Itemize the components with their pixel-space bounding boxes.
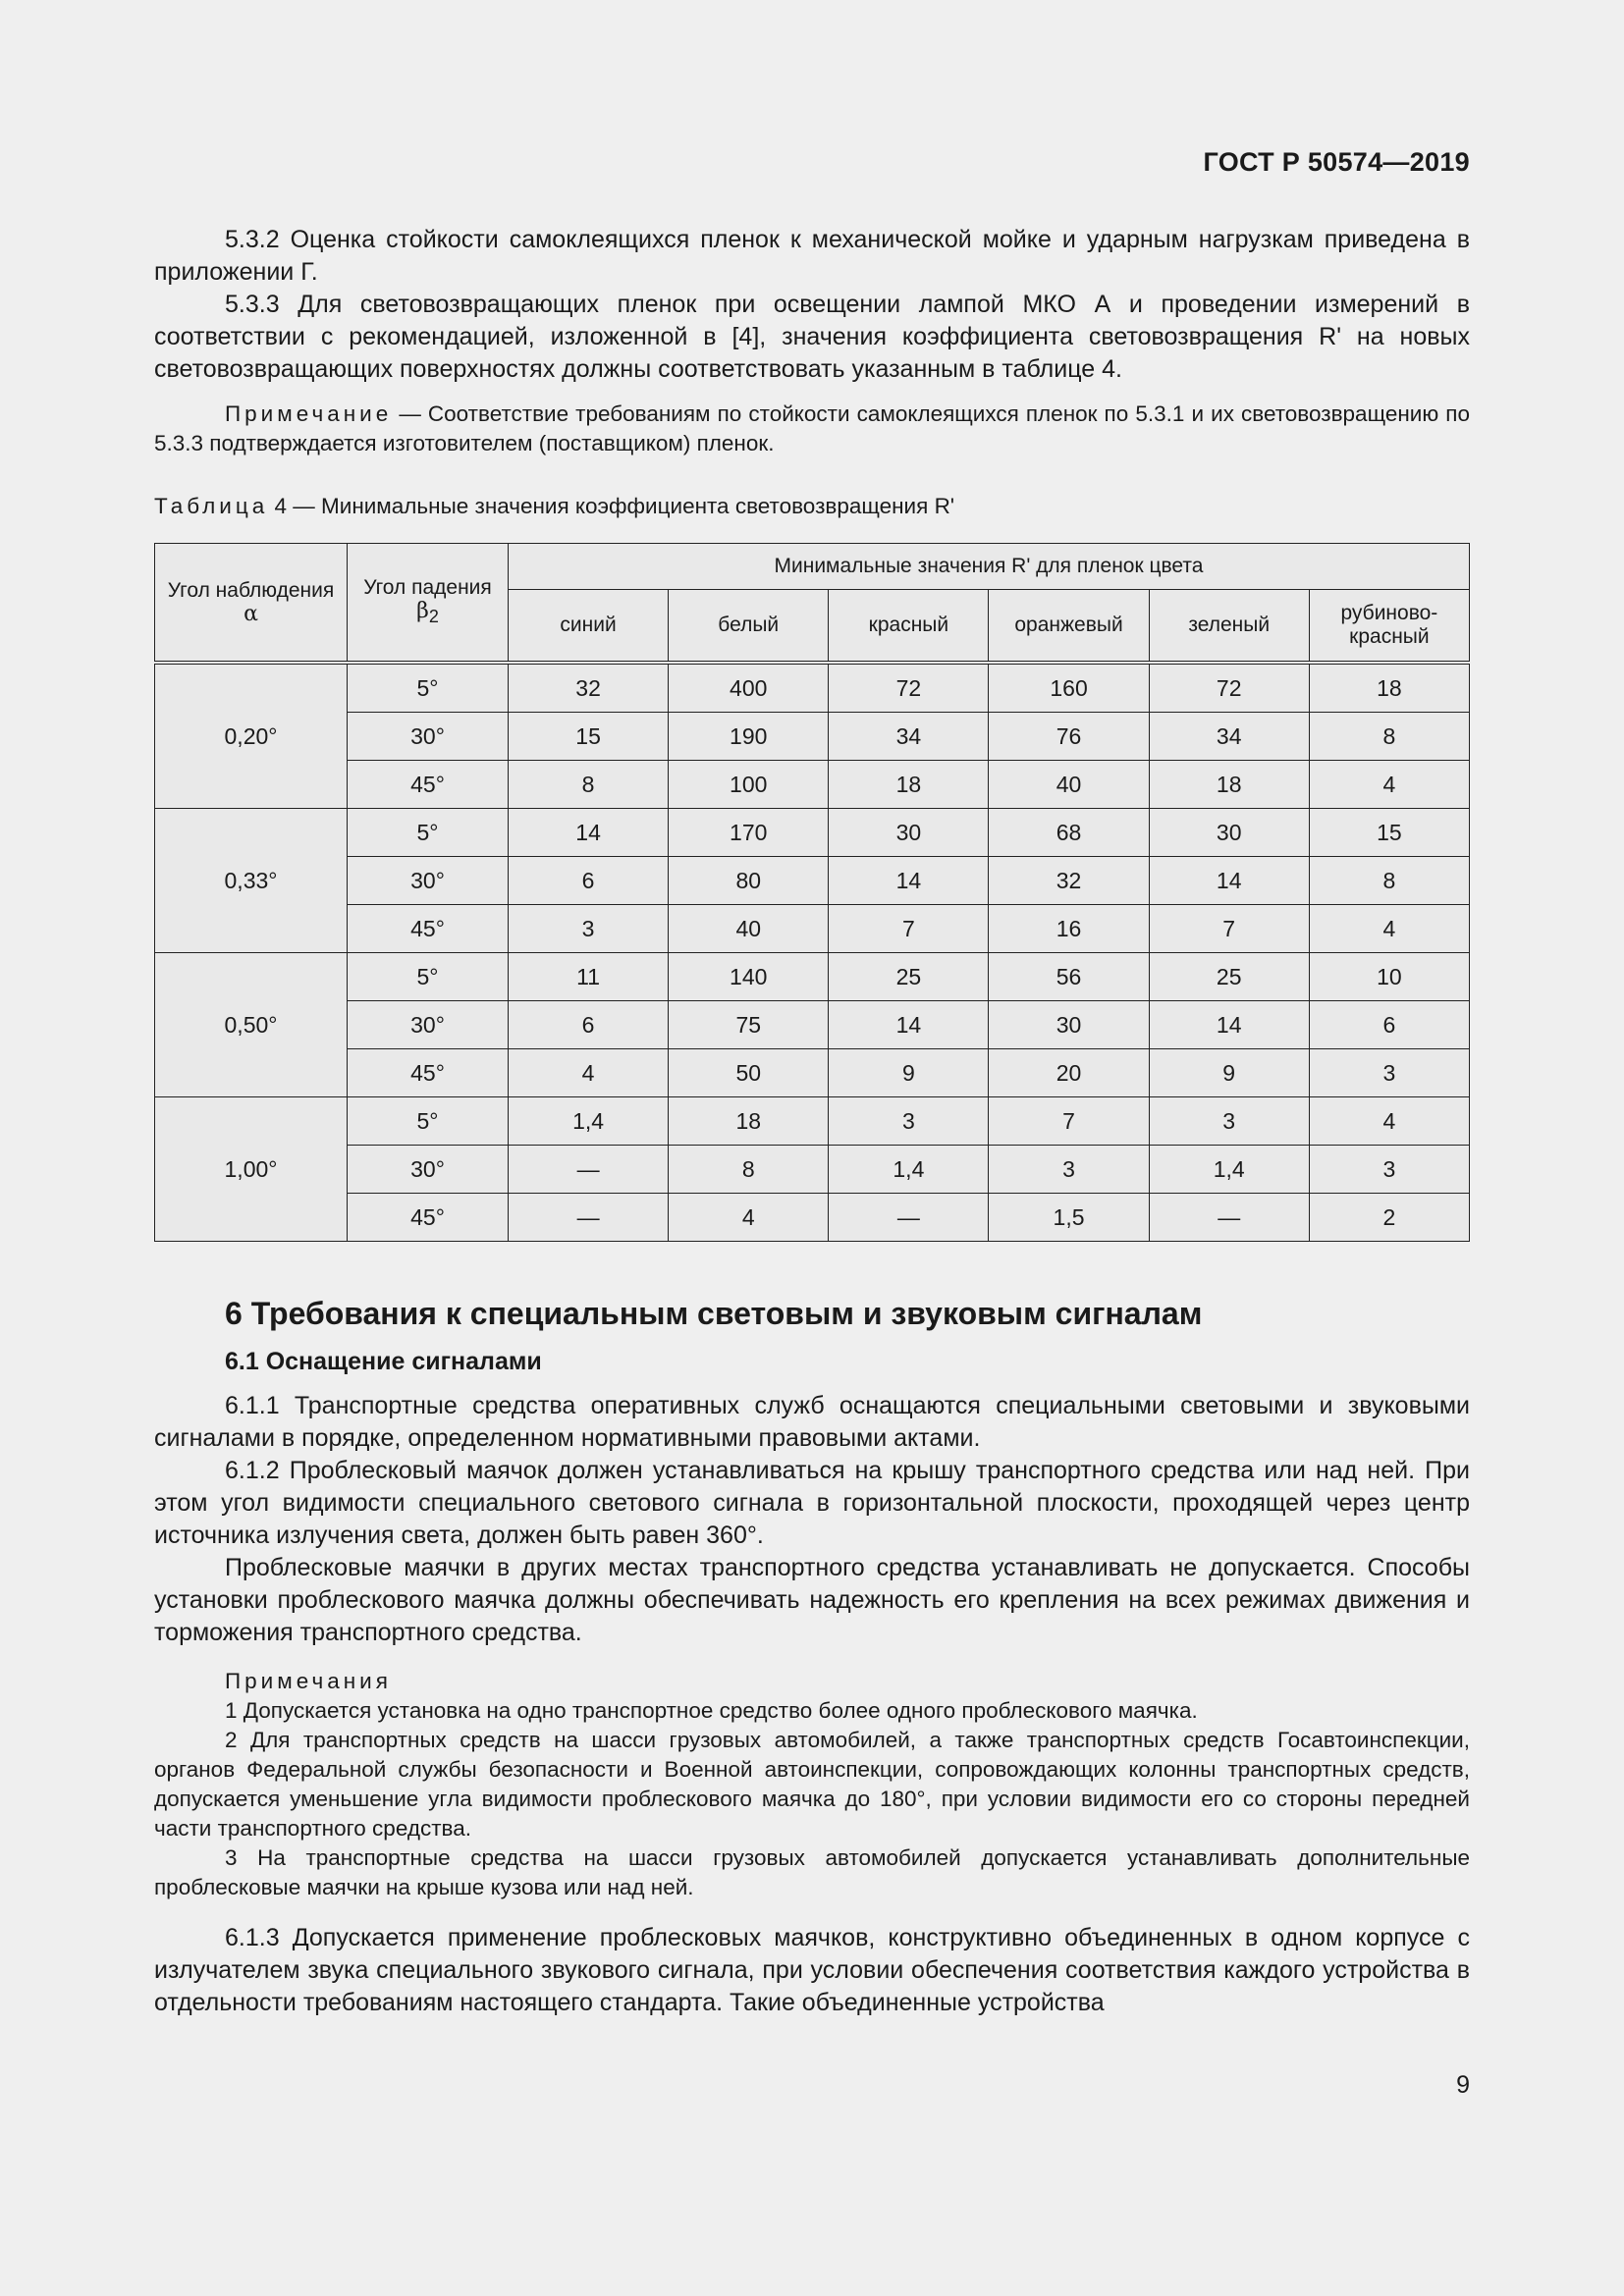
value-cell: 11: [509, 953, 669, 1001]
alpha-symbol: α: [244, 601, 258, 626]
note-3: 3 На транспортные средства на шасси грузовых автомобилей допускается устанавливать дополнительные проблесковые маячки на крыше кузова или над ней.: [154, 1845, 1470, 1899]
incidence-angle-cell: 5°: [348, 1097, 509, 1146]
value-cell: 3: [989, 1146, 1149, 1194]
value-cell: 140: [669, 953, 829, 1001]
value-cell: 50: [669, 1049, 829, 1097]
value-cell: 15: [509, 713, 669, 761]
header-color-ruby-red: рубиново-красный: [1309, 590, 1469, 664]
section-6: [154, 1294, 1470, 2019]
value-cell: 14: [829, 857, 989, 905]
observation-angle-cell: 1,00°: [155, 1097, 348, 1242]
incidence-angle-cell: 5°: [348, 663, 509, 713]
value-cell: 3: [1309, 1049, 1469, 1097]
value-cell: 160: [989, 663, 1149, 713]
notes-title: Примечания: [225, 1669, 392, 1693]
value-cell: 400: [669, 663, 829, 713]
table-row: [155, 953, 1470, 1001]
table-row: [155, 809, 1470, 857]
value-cell: 1,5: [989, 1194, 1149, 1242]
value-cell: 30: [829, 809, 989, 857]
value-cell: 40: [669, 905, 829, 953]
observation-angle-cell: 0,20°: [155, 663, 348, 809]
value-cell: 76: [989, 713, 1149, 761]
value-cell: —: [509, 1194, 669, 1242]
value-cell: 8: [1309, 857, 1469, 905]
value-cell: 16: [989, 905, 1149, 953]
value-cell: 30: [989, 1001, 1149, 1049]
value-cell: 170: [669, 809, 829, 857]
value-cell: 4: [1309, 761, 1469, 809]
value-cell: 8: [1309, 713, 1469, 761]
header-min-values: Минимальные значения R' для пленок цвета: [509, 544, 1470, 590]
paragraph-6-1-2-b: Проблесковые маячки в других местах транспортного средства устанавливать не допускается. Способы установки проблескового маячка должны обеспечивать надежность его крепления на всех режимах движения и торможения транспортного средства.: [154, 1554, 1470, 1646]
incidence-angle-cell: 45°: [348, 761, 509, 809]
value-cell: 4: [509, 1049, 669, 1097]
table-row: [155, 663, 1470, 713]
value-cell: 18: [1149, 761, 1309, 809]
value-cell: —: [509, 1146, 669, 1194]
value-cell: 14: [1149, 857, 1309, 905]
doc-header: ГОСТ Р 50574—2019: [1203, 147, 1470, 177]
table-row: [155, 1194, 1470, 1242]
subsection-6-1-title: 6.1 Оснащение сигналами: [225, 1348, 542, 1375]
incidence-angle-cell: 45°: [348, 1049, 509, 1097]
value-cell: 9: [1149, 1049, 1309, 1097]
value-cell: 3: [1309, 1146, 1469, 1194]
table-row: [155, 1097, 1470, 1146]
value-cell: 80: [669, 857, 829, 905]
value-cell: 6: [509, 1001, 669, 1049]
table-row: [155, 1146, 1470, 1194]
value-cell: 32: [989, 857, 1149, 905]
value-cell: 2: [1309, 1194, 1469, 1242]
page-number: 9: [1456, 2071, 1470, 2099]
note-text: — Соответствие требованиям по стойкости самоклеящихся пленок по 5.3.1 и их световозвращению по 5.3.3 подтверждается изготовителем (поставщиком) пленок.: [154, 401, 1470, 455]
table-caption-label: Таблица: [154, 494, 269, 518]
note-label: Примечание: [225, 401, 393, 426]
incidence-angle-cell: 30°: [348, 1001, 509, 1049]
value-cell: 1,4: [1149, 1146, 1309, 1194]
header-color-orange: оранжевый: [989, 590, 1149, 664]
incidence-angle-cell: 30°: [348, 1146, 509, 1194]
table-row: [155, 1001, 1470, 1049]
value-cell: 14: [509, 809, 669, 857]
header-color-green: зеленый: [1149, 590, 1309, 664]
table-row: [155, 1049, 1470, 1097]
table-4: [154, 543, 1470, 1242]
value-cell: 18: [1309, 663, 1469, 713]
section-5-3-text: [154, 224, 1470, 521]
beta-subscript: 2: [428, 607, 439, 626]
header-incidence-angle: Угол падения β2: [348, 544, 509, 664]
table-caption-text: 4 — Минимальные значения коэффициента световозвращения R': [268, 494, 955, 518]
note-1: 1 Допускается установка на одно транспортное средство более одного проблескового маячка.: [225, 1698, 1198, 1723]
paragraph-5-3-2: 5.3.2 Оценка стойкости самоклеящихся пленок к механической мойке и ударным нагрузкам приведена в приложении Г.: [154, 226, 1470, 286]
value-cell: 1,4: [509, 1097, 669, 1146]
value-cell: 9: [829, 1049, 989, 1097]
value-cell: 190: [669, 713, 829, 761]
value-cell: 32: [509, 663, 669, 713]
value-cell: 4: [1309, 905, 1469, 953]
paragraph-6-1-3: 6.1.3 Допускается применение проблесковых маячков, конструктивно объединенных в одном корпусе с излучателем звука специального звукового сигнала, при условии обеспечения соответствия каждого устройства в отдельности требованиям настоящего стандарта. Такие объединенные устройства: [154, 1924, 1470, 2016]
value-cell: 34: [1149, 713, 1309, 761]
value-cell: 18: [829, 761, 989, 809]
value-cell: 14: [1149, 1001, 1309, 1049]
value-cell: 4: [1309, 1097, 1469, 1146]
incidence-angle-cell: 45°: [348, 1194, 509, 1242]
value-cell: 3: [1149, 1097, 1309, 1146]
value-cell: 7: [829, 905, 989, 953]
value-cell: 8: [669, 1146, 829, 1194]
incidence-angle-cell: 5°: [348, 953, 509, 1001]
value-cell: 7: [989, 1097, 1149, 1146]
beta-symbol: β: [416, 599, 429, 623]
value-cell: 3: [829, 1097, 989, 1146]
header-observation-angle: Угол наблюдения α: [155, 544, 348, 664]
value-cell: 20: [989, 1049, 1149, 1097]
value-cell: 100: [669, 761, 829, 809]
paragraph-6-1-2: 6.1.2 Проблесковый маячок должен устанавливаться на крышу транспортного средства или над ней. При этом угол видимости специального светового сигнала в горизонтальной плоскости, проходящей через центр источника излучения света, должен быть равен 360°.: [154, 1457, 1470, 1549]
table-row: [155, 905, 1470, 953]
value-cell: 7: [1149, 905, 1309, 953]
table-caption: [154, 492, 1470, 521]
value-cell: 8: [509, 761, 669, 809]
incidence-angle-cell: 30°: [348, 713, 509, 761]
value-cell: 18: [669, 1097, 829, 1146]
value-cell: 3: [509, 905, 669, 953]
table-row: [155, 857, 1470, 905]
value-cell: 40: [989, 761, 1149, 809]
observation-angle-cell: 0,50°: [155, 953, 348, 1097]
observation-angle-cell: 0,33°: [155, 809, 348, 953]
value-cell: 56: [989, 953, 1149, 1001]
value-cell: —: [1149, 1194, 1309, 1242]
paragraph-6-1-1: 6.1.1 Транспортные средства оперативных служб оснащаются специальными световыми и звуковыми сигналами в порядке, определенном нормативными правовыми актами.: [154, 1392, 1470, 1452]
value-cell: 68: [989, 809, 1149, 857]
value-cell: 6: [509, 857, 669, 905]
value-cell: 14: [829, 1001, 989, 1049]
value-cell: 6: [1309, 1001, 1469, 1049]
value-cell: 10: [1309, 953, 1469, 1001]
incidence-angle-cell: 45°: [348, 905, 509, 953]
value-cell: 30: [1149, 809, 1309, 857]
note-5-3: [154, 400, 1470, 458]
value-cell: 72: [1149, 663, 1309, 713]
section-6-title: 6 Требования к специальным световым и звуковым сигналам: [225, 1296, 1203, 1331]
value-cell: 1,4: [829, 1146, 989, 1194]
header-color-blue: синий: [509, 590, 669, 664]
value-cell: —: [829, 1194, 989, 1242]
value-cell: 72: [829, 663, 989, 713]
table-row: [155, 713, 1470, 761]
header-color-white: белый: [669, 590, 829, 664]
table-row: [155, 761, 1470, 809]
value-cell: 75: [669, 1001, 829, 1049]
incidence-angle-cell: 30°: [348, 857, 509, 905]
value-cell: 4: [669, 1194, 829, 1242]
value-cell: 25: [829, 953, 989, 1001]
paragraph-5-3-3: 5.3.3 Для световозвращающих пленок при освещении лампой МКО А и проведении измерений в соответствии с рекомендацией, изложенной в [4], значения коэффициента световозвращения R' на новых световозвращающих поверхностях должны соответствовать указанным в таблице 4.: [154, 291, 1470, 383]
value-cell: 15: [1309, 809, 1469, 857]
value-cell: 25: [1149, 953, 1309, 1001]
table-body: [155, 663, 1470, 1242]
note-2: 2 Для транспортных средств на шасси грузовых автомобилей, а также транспортных средств Госавтоинспекции, органов Федеральной службы безопасности и Военной автоинспекции, сопровождающих колонны транспортных средств, допускается уменьшение угла видимости проблескового маячка до 180°, при условии видимости его со стороны передней части транспортного средства.: [154, 1728, 1470, 1841]
value-cell: 34: [829, 713, 989, 761]
header-color-red: красный: [829, 590, 989, 664]
incidence-angle-cell: 5°: [348, 809, 509, 857]
